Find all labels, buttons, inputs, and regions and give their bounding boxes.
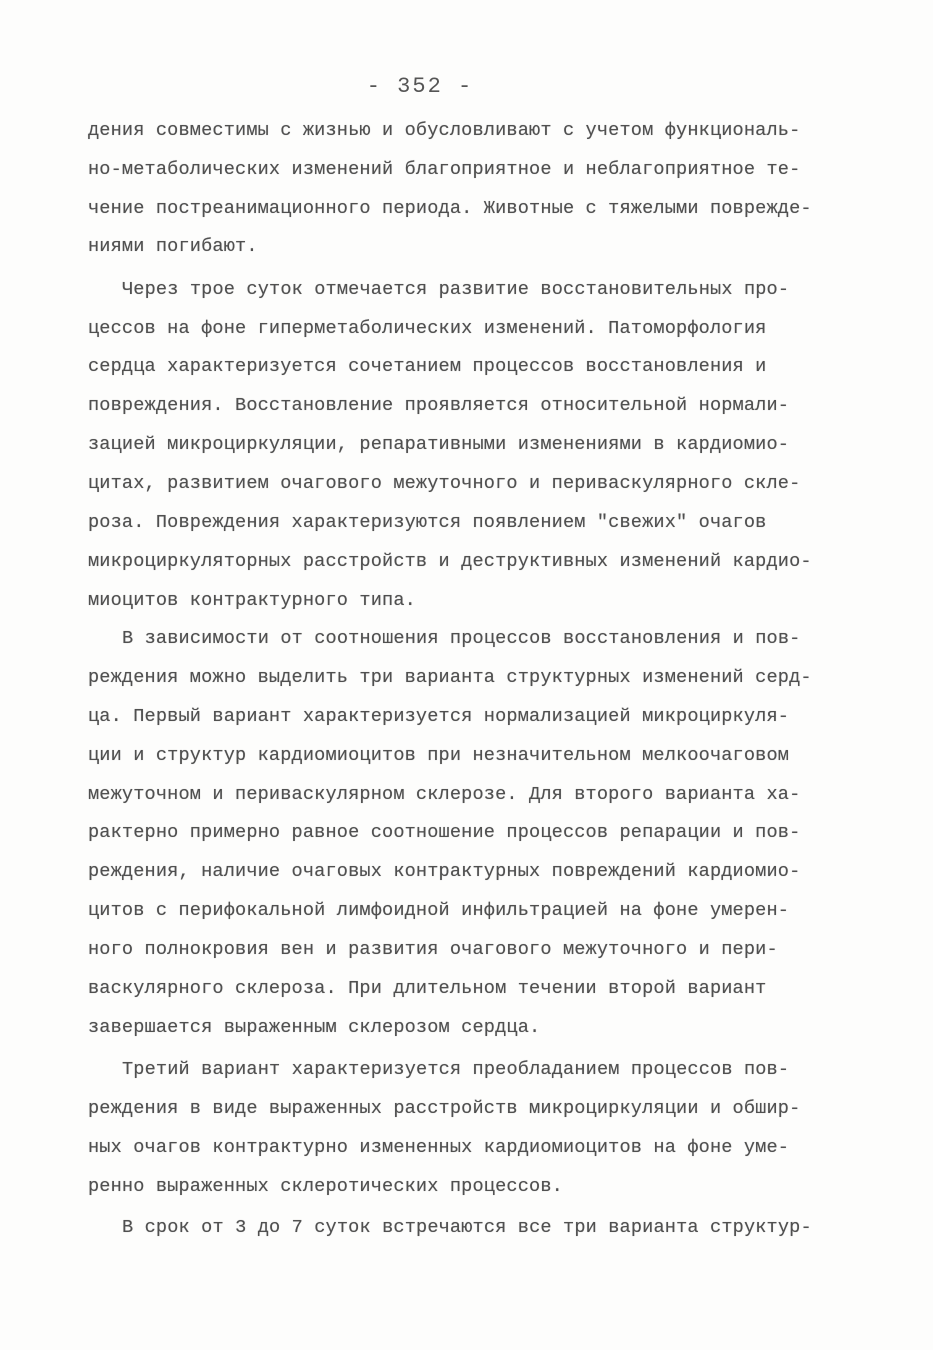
text-line: повреждения. Восстановление проявляется относительной нормали- — [88, 395, 790, 416]
text-line: васкулярного склероза. При длительном течении второй вариант — [88, 978, 767, 999]
text-line: миоцитов контрактурного типа. — [88, 590, 416, 611]
text-line: ренно выраженных склеротических процессов. — [88, 1176, 563, 1197]
text-line: реждения в виде выраженных расстройств микроциркуляции и обшир- — [88, 1098, 801, 1119]
page-number: - 352 - — [366, 74, 474, 99]
text-line: ции и структур кардиомиоцитов при незначительном мелкоочаговом — [88, 745, 790, 766]
text-line: роза. Повреждения характеризуются появлением "свежих" очагов — [88, 512, 767, 533]
text-line: сердца характеризуется сочетанием процессов восстановления и — [88, 356, 767, 377]
text-line: рактерно примерно равное соотношение процессов репарации и пов- — [88, 822, 801, 843]
text-line: дения совместимы с жизнью и обусловливают с учетом функциональ- — [88, 120, 801, 141]
text-line: Третий вариант характеризуется преобладанием процессов пов- — [122, 1059, 790, 1080]
text-line: чение постреанимационного периода. Животные с тяжелыми поврежде- — [88, 198, 812, 219]
text-line: ного полнокровия вен и развития очагового межуточного и пери- — [88, 939, 778, 960]
text-line: В зависимости от соотношения процессов восстановления и пов- — [122, 628, 801, 649]
text-line: В срок от 3 до 7 суток встречаются все три варианта структур- — [122, 1217, 812, 1238]
text-line: зацией микроциркуляции, репаративными изменениями в кардиомио- — [88, 434, 790, 455]
text-line: цессов на фоне гиперметаболических изменений. Патоморфология — [88, 318, 767, 339]
text-line: реждения можно выделить три варианта структурных изменений серд- — [88, 667, 812, 688]
text-line: завершается выраженным склерозом сердца. — [88, 1017, 541, 1038]
text-line: ниями погибают. — [88, 236, 258, 257]
text-line: ных очагов контрактурно измененных кардиомиоцитов на фоне уме- — [88, 1137, 790, 1158]
text-line: межуточном и периваскулярном склерозе. Для второго варианта ха- — [88, 784, 801, 805]
text-line: Через трое суток отмечается развитие восстановительных про- — [122, 279, 790, 300]
text-line: цитах, развитием очагового межуточного и периваскулярного скле- — [88, 473, 801, 494]
text-line: ца. Первый вариант характеризуется нормализацией микроциркуля- — [88, 706, 790, 727]
text-line: реждения, наличие очаговых контрактурных повреждений кардиомио- — [88, 861, 801, 882]
text-line: но-метаболических изменений благоприятное и неблагоприятное те- — [88, 159, 801, 180]
text-line: цитов с перифокальной лимфоидной инфильтрацией на фоне умерен- — [88, 900, 790, 921]
text-line: микроциркуляторных расстройств и деструктивных изменений кардио- — [88, 551, 812, 572]
